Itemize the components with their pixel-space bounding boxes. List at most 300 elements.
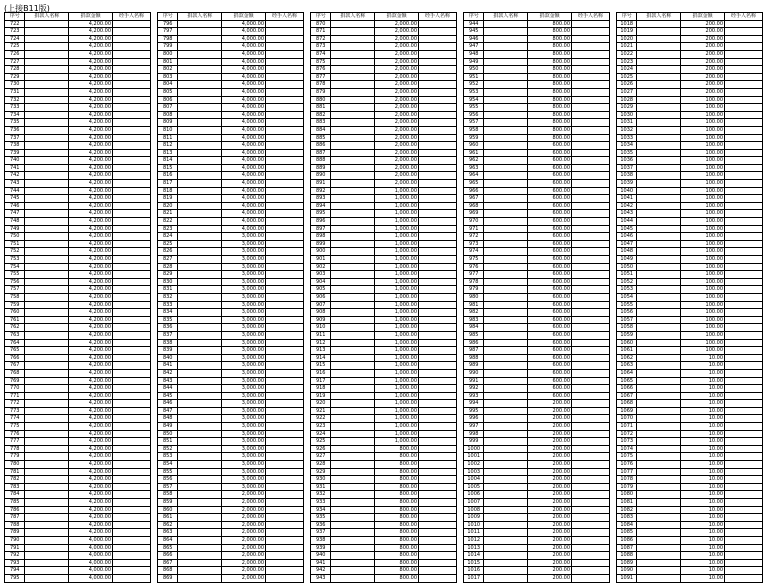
- table-row: [464, 407, 610, 415]
- serial-cell: 920: [311, 400, 331, 408]
- amount-cell: 3,000.00: [222, 392, 266, 400]
- handler-cell: [113, 529, 151, 537]
- handler-cell: [419, 240, 457, 248]
- amount-cell: 4,200.00: [69, 369, 113, 377]
- handler-cell: [725, 96, 763, 104]
- handler-cell: [572, 119, 610, 127]
- amount-cell: 4,000.00: [222, 142, 266, 150]
- handler-cell: [419, 73, 457, 81]
- donor-name-cell: [637, 225, 681, 233]
- donor-name-cell: [484, 164, 528, 172]
- amount-cell: 4,200.00: [69, 347, 113, 355]
- serial-cell: 904: [311, 278, 331, 286]
- amount-cell: 800.00: [528, 104, 572, 112]
- serial-cell: 1034: [617, 142, 637, 150]
- handler-cell: [725, 218, 763, 226]
- handler-cell: [266, 157, 304, 165]
- table-row: [464, 20, 610, 28]
- table-row: [5, 225, 151, 233]
- donor-name-cell: [331, 28, 375, 36]
- table-row: [464, 286, 610, 294]
- table-row: [158, 514, 304, 522]
- donor-name-cell: [178, 407, 222, 415]
- amount-cell: 4,000.00: [222, 20, 266, 28]
- handler-cell: [419, 263, 457, 271]
- donor-name-cell: [25, 468, 69, 476]
- donor-name-cell: [25, 339, 69, 347]
- serial-cell: 1026: [617, 81, 637, 89]
- serial-cell: 870: [311, 20, 331, 28]
- serial-cell: 891: [311, 180, 331, 188]
- amount-cell: 600.00: [528, 339, 572, 347]
- donor-name-cell: [178, 499, 222, 507]
- serial-cell: 818: [158, 187, 178, 195]
- amount-cell: 10.00: [681, 369, 725, 377]
- serial-cell: 985: [464, 331, 484, 339]
- handler-cell: [113, 225, 151, 233]
- amount-cell: 1,000.00: [375, 202, 419, 210]
- handler-cell: [725, 278, 763, 286]
- table-row: [311, 134, 457, 142]
- amount-cell: 10.00: [681, 461, 725, 469]
- amount-cell: 4,200.00: [69, 240, 113, 248]
- serial-cell: 971: [464, 225, 484, 233]
- amount-cell: 4,200.00: [69, 491, 113, 499]
- donor-name-cell: [637, 400, 681, 408]
- table-row: [158, 574, 304, 582]
- serial-cell: 790: [5, 536, 25, 544]
- handler-cell: [419, 28, 457, 36]
- handler-cell: [266, 369, 304, 377]
- serial-cell: 792: [5, 552, 25, 560]
- donor-name-cell: [484, 81, 528, 89]
- table-row: [311, 385, 457, 393]
- amount-cell: 800.00: [528, 119, 572, 127]
- table-row: [5, 66, 151, 74]
- handler-cell: [725, 233, 763, 241]
- amount-cell: 2,000.00: [375, 126, 419, 134]
- table-row: [158, 453, 304, 461]
- handler-cell: [266, 278, 304, 286]
- donor-table: [463, 12, 610, 583]
- donor-name-cell: [331, 210, 375, 218]
- handler-cell: [725, 20, 763, 28]
- donor-name-cell: [178, 476, 222, 484]
- handler-cell: [419, 58, 457, 66]
- serial-cell: 983: [464, 316, 484, 324]
- handler-cell: [419, 423, 457, 431]
- donor-name-cell: [637, 210, 681, 218]
- table-row: [5, 111, 151, 119]
- donor-name-cell: [178, 43, 222, 51]
- table-row: [617, 278, 763, 286]
- amount-cell: 600.00: [528, 233, 572, 241]
- serial-cell: 777: [5, 438, 25, 446]
- donor-name-cell: [25, 377, 69, 385]
- handler-cell: [113, 453, 151, 461]
- donor-name-cell: [637, 529, 681, 537]
- amount-cell: 10.00: [681, 423, 725, 431]
- amount-cell: 3,000.00: [222, 263, 266, 271]
- donor-name-cell: [178, 574, 222, 582]
- donor-name-cell: [178, 149, 222, 157]
- serial-cell: 953: [464, 88, 484, 96]
- table-row: [617, 544, 763, 552]
- amount-cell: 10.00: [681, 544, 725, 552]
- amount-cell: 100.00: [681, 149, 725, 157]
- serial-cell: 815: [158, 164, 178, 172]
- serial-cell: 1074: [617, 445, 637, 453]
- amount-cell: 4,000.00: [222, 157, 266, 165]
- donor-name-cell: [25, 73, 69, 81]
- donor-name-cell: [484, 88, 528, 96]
- table-row: [311, 544, 457, 552]
- handler-cell: [266, 202, 304, 210]
- amount-cell: 800.00: [375, 491, 419, 499]
- table-row: [464, 536, 610, 544]
- serial-cell: 929: [311, 468, 331, 476]
- handler-cell: [266, 483, 304, 491]
- table-row: [158, 134, 304, 142]
- amount-cell: 600.00: [528, 278, 572, 286]
- handler-cell: [572, 81, 610, 89]
- handler-cell: [113, 66, 151, 74]
- handler-cell: [419, 453, 457, 461]
- serial-cell: 1030: [617, 111, 637, 119]
- table-row: [617, 126, 763, 134]
- amount-cell: 200.00: [681, 66, 725, 74]
- table-row: [158, 483, 304, 491]
- table-row: [158, 377, 304, 385]
- serial-cell: 981: [464, 301, 484, 309]
- table-row: [158, 149, 304, 157]
- handler-cell: [113, 461, 151, 469]
- amount-cell: 4,200.00: [69, 104, 113, 112]
- table-row: [5, 202, 151, 210]
- donor-name-cell: [25, 286, 69, 294]
- donor-name-cell: [331, 438, 375, 446]
- handler-cell: [113, 134, 151, 142]
- handler-cell: [725, 263, 763, 271]
- table-row: [311, 506, 457, 514]
- donor-name-cell: [178, 445, 222, 453]
- donor-name-cell: [637, 233, 681, 241]
- table-row: [617, 271, 763, 279]
- donor-name-cell: [25, 50, 69, 58]
- handler-cell: [419, 407, 457, 415]
- donor-name-cell: [637, 96, 681, 104]
- serial-cell: 951: [464, 73, 484, 81]
- serial-cell: 919: [311, 392, 331, 400]
- table-row: [617, 66, 763, 74]
- serial-cell: 948: [464, 50, 484, 58]
- table-row: [5, 256, 151, 264]
- table-row: [311, 293, 457, 301]
- serial-cell: 836: [158, 324, 178, 332]
- table-row: [5, 347, 151, 355]
- amount-cell: 2,000.00: [375, 50, 419, 58]
- donor-name-cell: [25, 316, 69, 324]
- handler-cell: [572, 521, 610, 529]
- table-row: [311, 559, 457, 567]
- donor-name-cell: [637, 248, 681, 256]
- amount-cell: 2,000.00: [375, 73, 419, 81]
- amount-cell: 4,200.00: [69, 180, 113, 188]
- amount-cell: 2,000.00: [375, 58, 419, 66]
- donor-name-cell: [484, 233, 528, 241]
- handler-cell: [113, 574, 151, 582]
- handler-cell: [266, 461, 304, 469]
- serial-cell: 1068: [617, 400, 637, 408]
- table-row: [464, 195, 610, 203]
- serial-cell: 746: [5, 202, 25, 210]
- amount-cell: 2,000.00: [375, 157, 419, 165]
- serial-cell: 1091: [617, 574, 637, 582]
- donor-name-cell: [484, 157, 528, 165]
- table-row: [464, 35, 610, 43]
- donor-name-cell: [637, 430, 681, 438]
- serial-cell: 1009: [464, 514, 484, 522]
- donor-name-cell: [637, 514, 681, 522]
- handler-cell: [572, 134, 610, 142]
- table-row: [464, 149, 610, 157]
- handler-cell: [419, 392, 457, 400]
- handler-cell: [725, 81, 763, 89]
- amount-cell: 600.00: [528, 149, 572, 157]
- serial-cell: 814: [158, 157, 178, 165]
- serial-cell: 890: [311, 172, 331, 180]
- handler-cell: [113, 445, 151, 453]
- donor-name-cell: [331, 400, 375, 408]
- handler-cell: [725, 468, 763, 476]
- handler-cell: [419, 499, 457, 507]
- table-row: [158, 400, 304, 408]
- table-row: [464, 362, 610, 370]
- handler-cell: [572, 240, 610, 248]
- amount-cell: 10.00: [681, 567, 725, 575]
- donor-name-cell: [25, 142, 69, 150]
- table-row: [617, 331, 763, 339]
- donor-name-cell: [637, 536, 681, 544]
- amount-cell: 3,000.00: [222, 468, 266, 476]
- table-row: [617, 316, 763, 324]
- donor-name-cell: [484, 499, 528, 507]
- donor-name-cell: [25, 263, 69, 271]
- amount-cell: 10.00: [681, 514, 725, 522]
- donor-name-cell: [637, 423, 681, 431]
- table-row: [311, 574, 457, 582]
- amount-cell: 3,000.00: [222, 271, 266, 279]
- table-row: [311, 461, 457, 469]
- table-row: [158, 309, 304, 317]
- serial-cell: 907: [311, 301, 331, 309]
- donor-name-cell: [484, 309, 528, 317]
- table-row: [311, 66, 457, 74]
- table-row: [464, 96, 610, 104]
- donor-name-cell: [484, 111, 528, 119]
- donor-name-cell: [178, 567, 222, 575]
- handler-cell: [725, 293, 763, 301]
- donor-name-cell: [178, 331, 222, 339]
- amount-cell: 200.00: [681, 88, 725, 96]
- handler-cell: [113, 514, 151, 522]
- table-row: [464, 58, 610, 66]
- serial-cell: 1083: [617, 514, 637, 522]
- table-row: [5, 499, 151, 507]
- handler-cell: [266, 149, 304, 157]
- serial-cell: 940: [311, 552, 331, 560]
- donor-name-cell: [178, 377, 222, 385]
- handler-cell: [725, 149, 763, 157]
- serial-cell: 867: [158, 559, 178, 567]
- handler-cell: [266, 50, 304, 58]
- handler-cell: [113, 316, 151, 324]
- table-row: [5, 453, 151, 461]
- serial-cell: 989: [464, 362, 484, 370]
- serial-cell: 982: [464, 309, 484, 317]
- table-row: [5, 195, 151, 203]
- table-row: [5, 126, 151, 134]
- handler-cell: [419, 369, 457, 377]
- column-header: 捐款金额: [375, 13, 419, 21]
- serial-cell: 759: [5, 301, 25, 309]
- serial-cell: 842: [158, 369, 178, 377]
- amount-cell: 4,200.00: [69, 111, 113, 119]
- handler-cell: [572, 126, 610, 134]
- serial-cell: 1050: [617, 263, 637, 271]
- handler-cell: [113, 552, 151, 560]
- donor-name-cell: [25, 195, 69, 203]
- table-row: [311, 20, 457, 28]
- table-row: [464, 453, 610, 461]
- donor-name-cell: [484, 521, 528, 529]
- donor-name-cell: [178, 392, 222, 400]
- serial-cell: 768: [5, 369, 25, 377]
- amount-cell: 4,200.00: [69, 218, 113, 226]
- amount-cell: 3,000.00: [222, 278, 266, 286]
- donor-table: [4, 12, 151, 583]
- amount-cell: 4,200.00: [69, 514, 113, 522]
- serial-cell: 866: [158, 552, 178, 560]
- donor-name-cell: [25, 157, 69, 165]
- amount-cell: 600.00: [528, 301, 572, 309]
- column-header: 经手人名称: [725, 13, 763, 21]
- serial-cell: 925: [311, 438, 331, 446]
- serial-cell: 958: [464, 126, 484, 134]
- donor-name-cell: [331, 407, 375, 415]
- donor-name-cell: [25, 331, 69, 339]
- serial-cell: 1047: [617, 240, 637, 248]
- serial-cell: 779: [5, 453, 25, 461]
- table-row: [464, 385, 610, 393]
- donor-name-cell: [178, 172, 222, 180]
- serial-cell: 861: [158, 514, 178, 522]
- donor-table: [616, 12, 763, 583]
- table-row: [158, 20, 304, 28]
- amount-cell: 4,000.00: [222, 73, 266, 81]
- amount-cell: 1,000.00: [375, 362, 419, 370]
- serial-cell: 729: [5, 73, 25, 81]
- serial-cell: 997: [464, 423, 484, 431]
- handler-cell: [419, 157, 457, 165]
- handler-cell: [113, 286, 151, 294]
- serial-cell: 1038: [617, 172, 637, 180]
- table-row: [5, 119, 151, 127]
- table-row: [464, 218, 610, 226]
- handler-cell: [113, 491, 151, 499]
- serial-cell: 888: [311, 157, 331, 165]
- table-row: [5, 415, 151, 423]
- table-row: [158, 331, 304, 339]
- table-row: [617, 233, 763, 241]
- serial-cell: 966: [464, 187, 484, 195]
- handler-cell: [419, 324, 457, 332]
- serial-cell: 851: [158, 438, 178, 446]
- handler-cell: [572, 567, 610, 575]
- handler-cell: [419, 506, 457, 514]
- handler-cell: [572, 172, 610, 180]
- amount-cell: 800.00: [375, 559, 419, 567]
- table-row: [158, 392, 304, 400]
- donor-name-cell: [331, 35, 375, 43]
- handler-cell: [266, 210, 304, 218]
- table-row: [158, 187, 304, 195]
- table-row: [311, 233, 457, 241]
- amount-cell: 4,000.00: [222, 28, 266, 36]
- amount-cell: 600.00: [528, 263, 572, 271]
- donor-name-cell: [637, 483, 681, 491]
- serial-cell: 875: [311, 58, 331, 66]
- donor-name-cell: [25, 521, 69, 529]
- handler-cell: [113, 423, 151, 431]
- amount-cell: 1,000.00: [375, 271, 419, 279]
- handler-cell: [113, 271, 151, 279]
- amount-cell: 2,000.00: [222, 574, 266, 582]
- amount-cell: 800.00: [375, 514, 419, 522]
- serial-cell: 1022: [617, 50, 637, 58]
- table-row: [464, 180, 610, 188]
- donor-name-cell: [178, 293, 222, 301]
- donor-name-cell: [178, 461, 222, 469]
- serial-cell: 788: [5, 521, 25, 529]
- serial-cell: 736: [5, 126, 25, 134]
- handler-cell: [419, 293, 457, 301]
- handler-cell: [572, 506, 610, 514]
- donor-name-cell: [178, 438, 222, 446]
- table-row: [617, 339, 763, 347]
- serial-cell: 896: [311, 218, 331, 226]
- table-row: [158, 157, 304, 165]
- donor-name-cell: [637, 134, 681, 142]
- table-row: [311, 392, 457, 400]
- serial-cell: 876: [311, 66, 331, 74]
- donor-name-cell: [331, 172, 375, 180]
- donor-name-cell: [25, 453, 69, 461]
- table-row: [158, 256, 304, 264]
- table-row: [158, 240, 304, 248]
- serial-cell: 731: [5, 88, 25, 96]
- donor-name-cell: [484, 301, 528, 309]
- handler-cell: [113, 263, 151, 271]
- donor-name-cell: [331, 119, 375, 127]
- donor-name-cell: [331, 324, 375, 332]
- handler-cell: [725, 43, 763, 51]
- serial-cell: 796: [158, 20, 178, 28]
- donor-name-cell: [484, 483, 528, 491]
- amount-cell: 600.00: [528, 362, 572, 370]
- handler-cell: [266, 499, 304, 507]
- handler-cell: [419, 35, 457, 43]
